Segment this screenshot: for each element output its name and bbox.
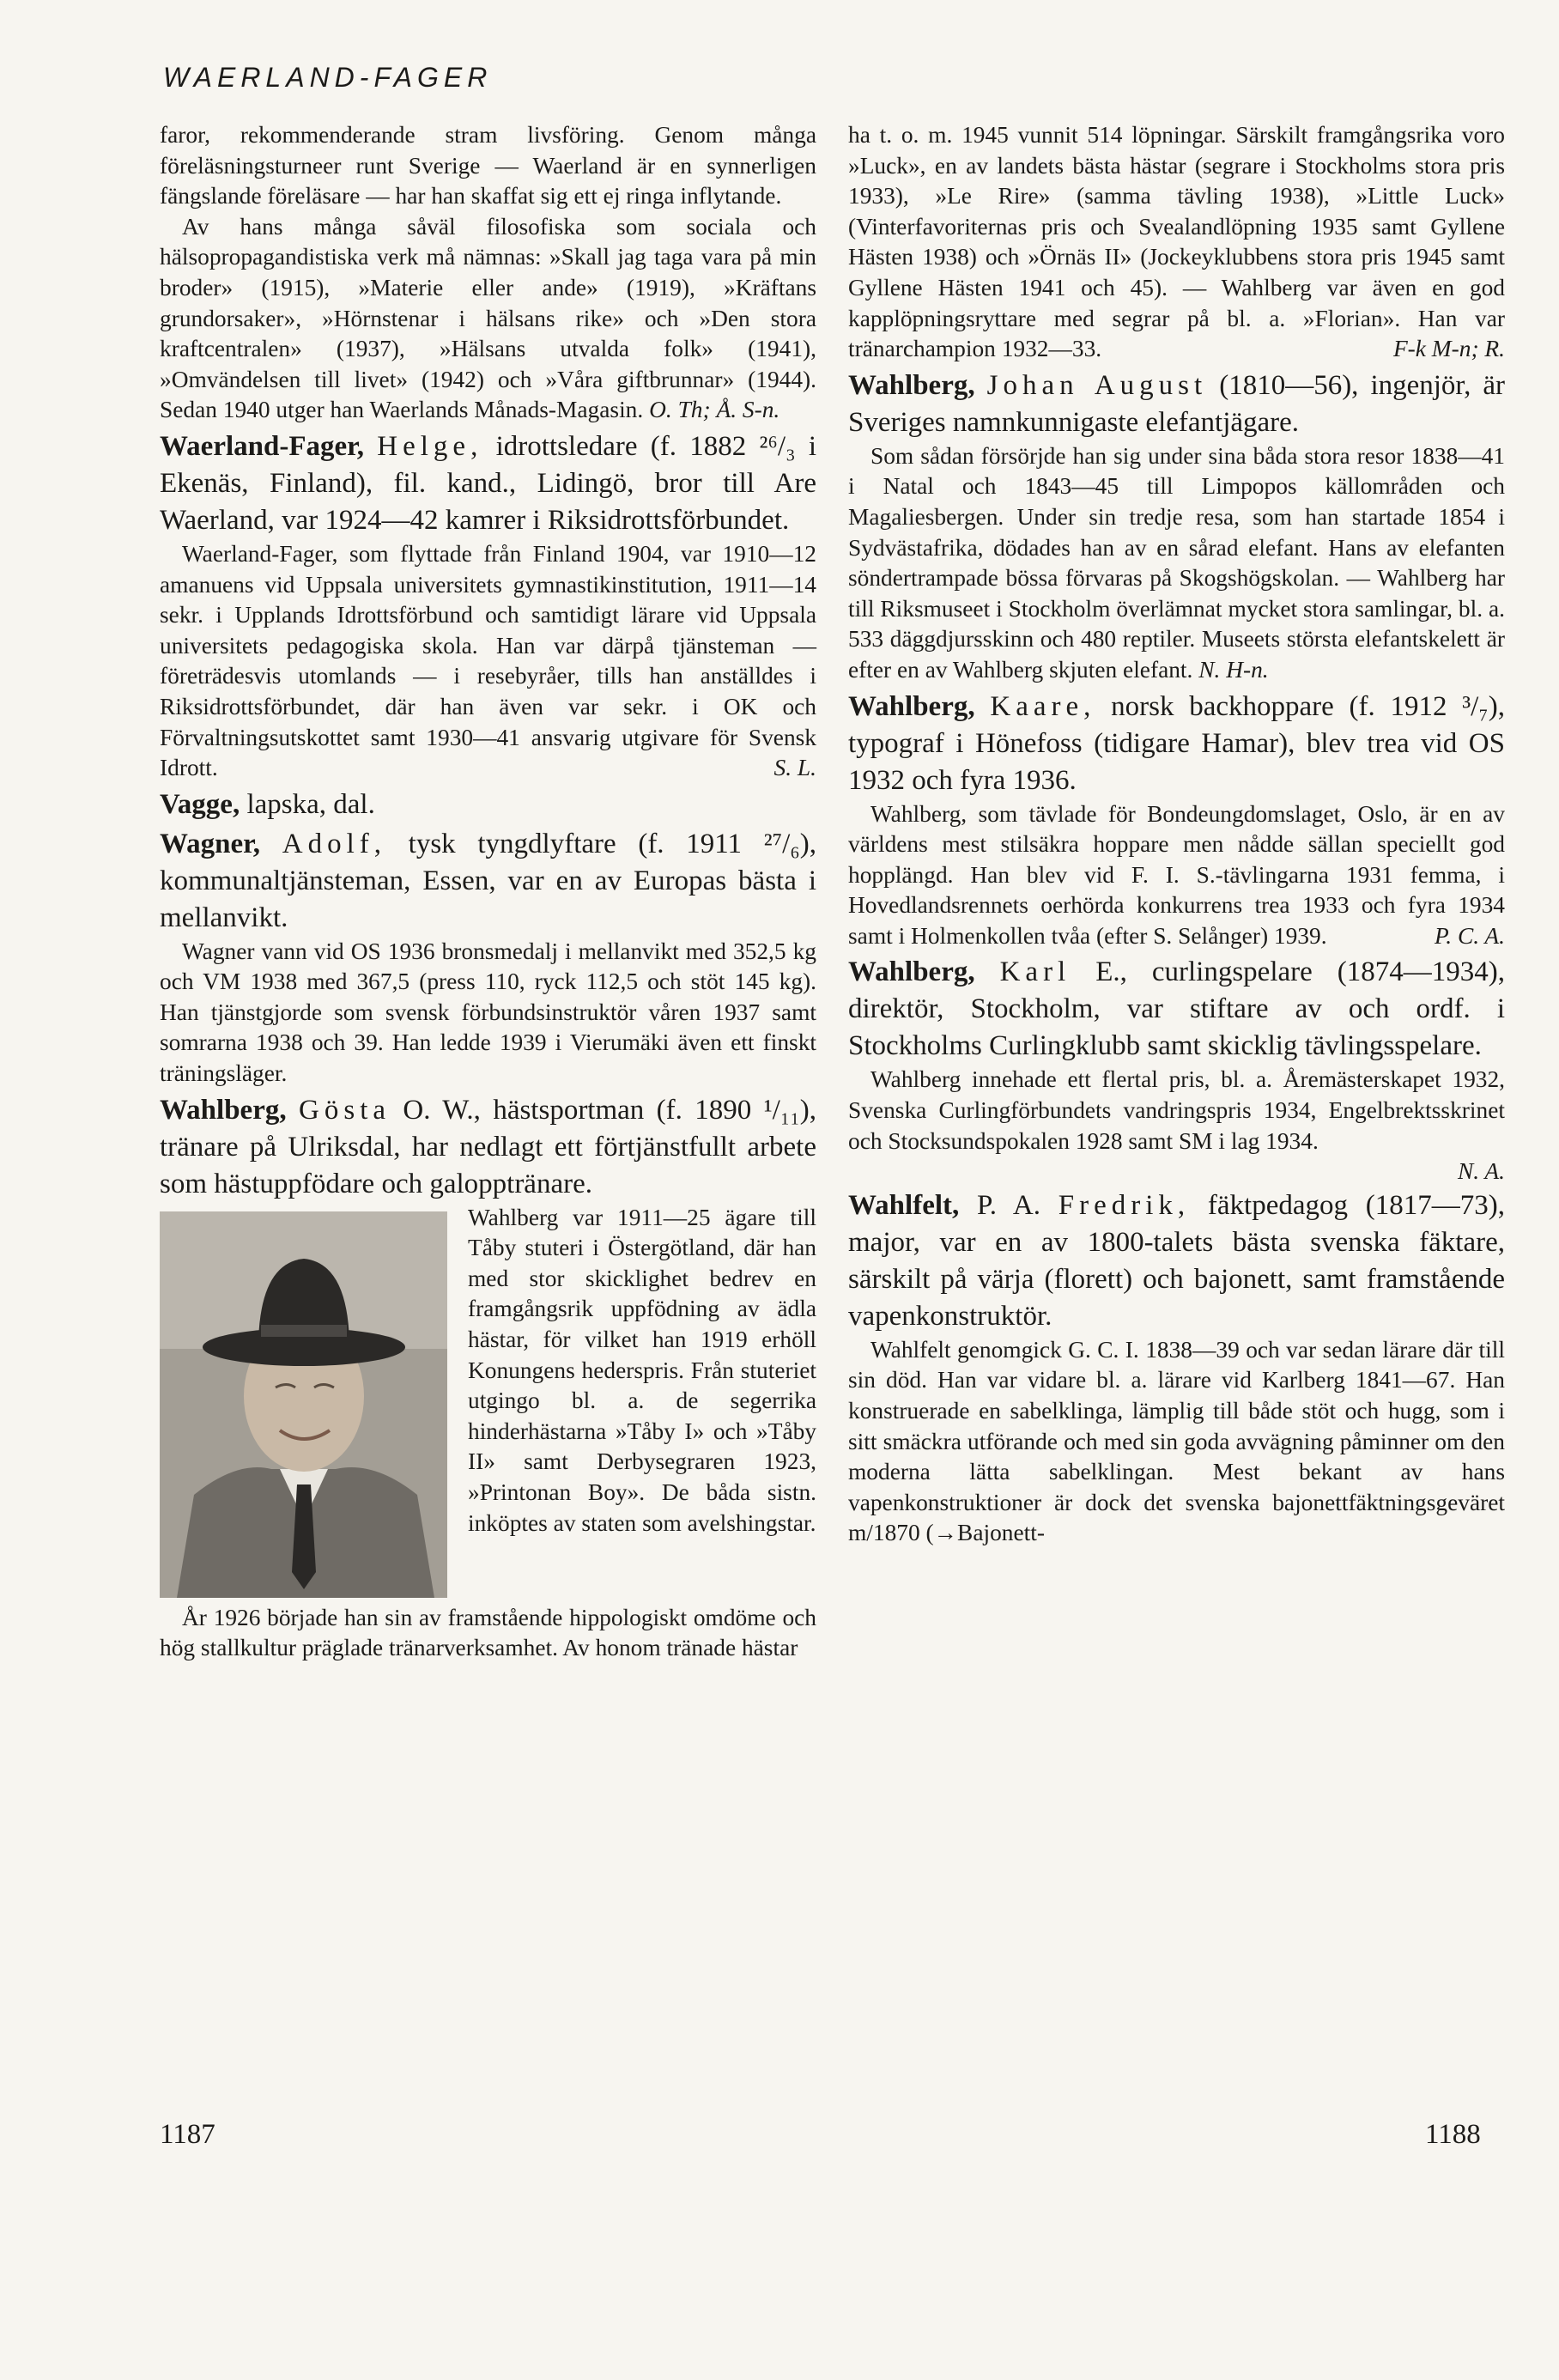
author-signature: N. H-n.	[1198, 656, 1269, 683]
entry-headword: Vagge,	[160, 788, 240, 820]
entry-body	[848, 1065, 1505, 1185]
entry-given-name: Gösta	[299, 1094, 391, 1126]
author-signature: N. A.	[1457, 1158, 1505, 1185]
photo-block	[160, 1203, 816, 1603]
entry-body: Wagner vann vid OS 1936 bronsmedalj i mellanvikt med 352,5 kg och VM 1938 med 367,5 (press 110, ryck 112,5 och stöt 145 kg). Han tjänstgjorde som svensk förbundsinstruktör våren 1937 samt somrarna 1938 och 39. Han ledde 1939 i Vierumäki även ett finskt träningsläger.	[160, 938, 816, 1087]
paragraph-text: Av hans många såväl filosofiska som sociala och hälsopropagandistiska verk må nämnas: »Skall jag taga vara på min broder» (1915), »Materie eller ande» (1919), »Kräftans grundorsaker», »Hörnstenar i hälsans rike» och »Den stora kraftcentralen» (1937), »Hälsans utvalda folk» (1941), »Omvändelsen till livet» (1942) och »Våra giftbrunnar» (1944). Sedan 1940 utger han Waerlands Månads-Magasin.	[160, 213, 816, 423]
entry-lead-wahlberg-karl	[848, 954, 1505, 1065]
entry-headword: Waerland-Fager,	[160, 430, 365, 462]
entry-given-name: Karl	[999, 956, 1071, 988]
entry-lead-text: tysk tyngdlyftare (f. 1911 ²⁷/₆), kommunaltjänsteman, Essen, var en av Europas bästa i mellanvikt.	[160, 828, 817, 933]
paragraph	[160, 212, 816, 426]
author-signature: O. Th; Å. S-n.	[649, 397, 780, 423]
entry-lead-text: lapska, dal.	[246, 788, 375, 820]
entry-lead-waerland-fager	[160, 428, 816, 539]
entry-headword: Wahlberg,	[848, 956, 975, 988]
entry-given-name: Johan August	[986, 369, 1208, 401]
paragraph: faror, rekommenderande stram livsföring. Genom många föreläsningsturneer runt Sverige — Waerland är en synnerligen fängslande föreläsare — har han skaffat sig ett ej ringa inflytande.	[160, 122, 816, 209]
page-number-right: 1188	[1425, 2119, 1481, 2150]
entry-lead-wagner	[160, 826, 816, 937]
entry-body	[848, 441, 1505, 686]
running-head: WAERLAND-FAGER	[163, 62, 493, 93]
entry-lead-wahlfelt	[848, 1187, 1505, 1335]
entry-body-text: Som sådan försörjde han sig under sina båda stora resor 1838—41 i Natal och 1843—45 till Limpopos källområden och Magaliesbergen. Under sin tredje resa, som han startade 1854 i Sydvästafrika, dödades han av en sårad elefant. Hans av elefanten söndertrampade bössa förvaras på Skogshögskolan. — Wahlberg har till Riksmuseet i Stockholm överlämnat mycket stora samlingar, bl. a. 533 däggdjursskinn och 480 reptiler. Museets största elefantskelett är efter en av Wahlberg skjuten elefant.	[848, 442, 1505, 683]
right-column	[848, 120, 1505, 1549]
entry-body	[160, 539, 816, 784]
author-signature: P. C. A.	[1435, 922, 1505, 949]
entry-initials: P. A.	[977, 1189, 1040, 1221]
author-signature: F-k M-n; R.	[1392, 336, 1505, 362]
entry-headword: Wahlberg,	[848, 690, 975, 722]
entry-body-text: Wahlberg innehade ett flertal pris, bl. a. Åremästerskapet 1932, Svenska Curlingförbundets vandringspris 1934, Engelbrektsskrinet och Stocksundspokalen 1928 samt SM i lag 1934.	[848, 1066, 1505, 1154]
entry-lead-text: idrottsledare (f. 1882 ²⁶/₃ i Ekenäs, Finland), fil. kand., Lidingö, bror till Are Waerland, var 1924—42 kamrer i Riksidrottsförbundet.	[160, 430, 817, 536]
entry-given-name: Kaare,	[990, 690, 1096, 722]
entry-lead-wahlberg-kaare	[848, 689, 1505, 799]
entry-headword: Wagner,	[160, 828, 261, 859]
entry-body: År 1926 började han sin av framstående hippologiskt omdöme och hög stallkultur präglade tränarverksamhet. Av honom tränade hästar	[160, 1604, 816, 1661]
portrait-photo	[160, 1211, 447, 1598]
entry-given-name: Helge,	[377, 430, 483, 462]
entry-lead-text: E., curlingspelare (1874—1934), direktör, Stockholm, var stiftare av och ordf. i Stockholms Curlingklubb samt skicklig tävlingsspelare.	[848, 956, 1505, 1062]
entry-lead-wahlberg-johan	[848, 367, 1505, 441]
entry-body-text: Waerland-Fager, som flyttade från Finland 1904, var 1910—12 amanuens vid Uppsala universitets gymnastikinstitution, 1911—14 sekr. i Upplands Idrottsförbund och samtidigt lärare vid Uppsala universitets pedagogiska skola. Han var därpå tjänsteman — företrädesvis utomlands — i resebyråer, tills han anställdes i Riksidrottsförbundet, där han även var sekr. i OK och Förvaltningsutskottet samt 1930—41 ansvarig utgivare för Svensk Idrott.	[160, 540, 816, 781]
paragraph-text: ha t. o. m. 1945 vunnit 514 löpningar. Särskilt framgångsrika voro »Luck», en av landets bästa hästar (segrare i Stockholms stora pris 1933), »Le Rire» (samma tävling 1938), »Little Luck» (Vinterfavoriternas pris och Svealandlöpning 1935 samt Gyllene Hästen 1938) och »Örnäs II» (Jockeyklubbens stora pris 1945 samt Gyllene Hästen 1941 och 45). — Wahlberg var även en god kapplöpningsryttare med segrar på bl. a. »Florian». Han var tränarchampion 1932—33.	[848, 122, 1505, 362]
left-column	[160, 120, 816, 1664]
entry-lead-wahlberg-gosta	[160, 1092, 816, 1203]
entry-body: Wahlfelt genomgick G. C. I. 1838—39 och var sedan lärare där till sin död. Han var vidare bl. a. lärare vid Karlberg 1841—67. Han konstruerade en sabelklinga, lämplig till både stöt och hugg, som i sitt smäckra utförande och med sin goda avvägning påminner om den moderna lätta sabelklingan. Mest bekant av hans vapenkonstruktioner är dock det svenska bajonettfäktningsgeväret m/1870 (→Bajonett-	[848, 1336, 1505, 1546]
entry-lead-text: norsk backhoppare (f. 1912 ³/₇), typograf i Hönefoss (tidigare Hamar), blev trea vid OS 1932 och fyra 1936.	[848, 690, 1506, 796]
entry-headword: Wahlfelt,	[848, 1189, 960, 1221]
entry-given-name: Adolf,	[282, 828, 386, 859]
entry-body-text: Wahlberg, som tävlade för Bondeungdomslaget, Oslo, är en av världens mest stilsäkra hoppare men nådde sällan speciellt god hopplängd. Han blev vid F. I. S.-tävlingarna 1931 femma, i Hovedlandsrennets oerhörda konkurrens trea 1933 och fyra 1934 samt i Holmenkollen tvåa (efter S. Selånger) 1939.	[848, 800, 1505, 949]
entry-headword: Wahlberg,	[160, 1094, 287, 1126]
entry-body	[848, 799, 1505, 952]
entry-body: Wahlberg var 1911—25 ägare till Tåby stuteri i Östergötland, där han med stor skicklighet bedrev en framgångsrik uppfödning av ädla hästar, för vilket han 1919 erhöll Konungens hederspris. Från stuteriet utgingo bl. a. de segerrika hinderhästarna »Tåby I» och »Tåby II» samt Derbysegraren 1923, »Printonan Boy». De båda sistn. inköptes av staten som avelshingstar.	[468, 1204, 816, 1536]
paragraph	[848, 120, 1505, 365]
entry-lead-text: (1810—56), ingenjör, är Sveriges namnkunnigaste elefantjägare.	[848, 369, 1506, 438]
entry-lead-text: O. W., hästsportman (f. 1890 ¹/₁₁), tränare på Ulriksdal, har nedlagt ett förtjänstfullt arbete som hästuppfödare och galopptränare.	[160, 1094, 817, 1199]
entry-lead-text: fäktpedagog (1817—73), major, var en av 1800-talets bästa svenska fäktare, särskilt på värja (florett) och bajonett, samt framstående vapenkonstruktör.	[848, 1189, 1506, 1332]
entry-headword: Wahlberg,	[848, 369, 975, 401]
entry-given-name: Fredrik,	[1058, 1189, 1191, 1221]
page-number-left: 1187	[160, 2119, 215, 2150]
author-signature: S. L.	[773, 755, 816, 781]
entry-lead-vagge	[160, 786, 816, 823]
